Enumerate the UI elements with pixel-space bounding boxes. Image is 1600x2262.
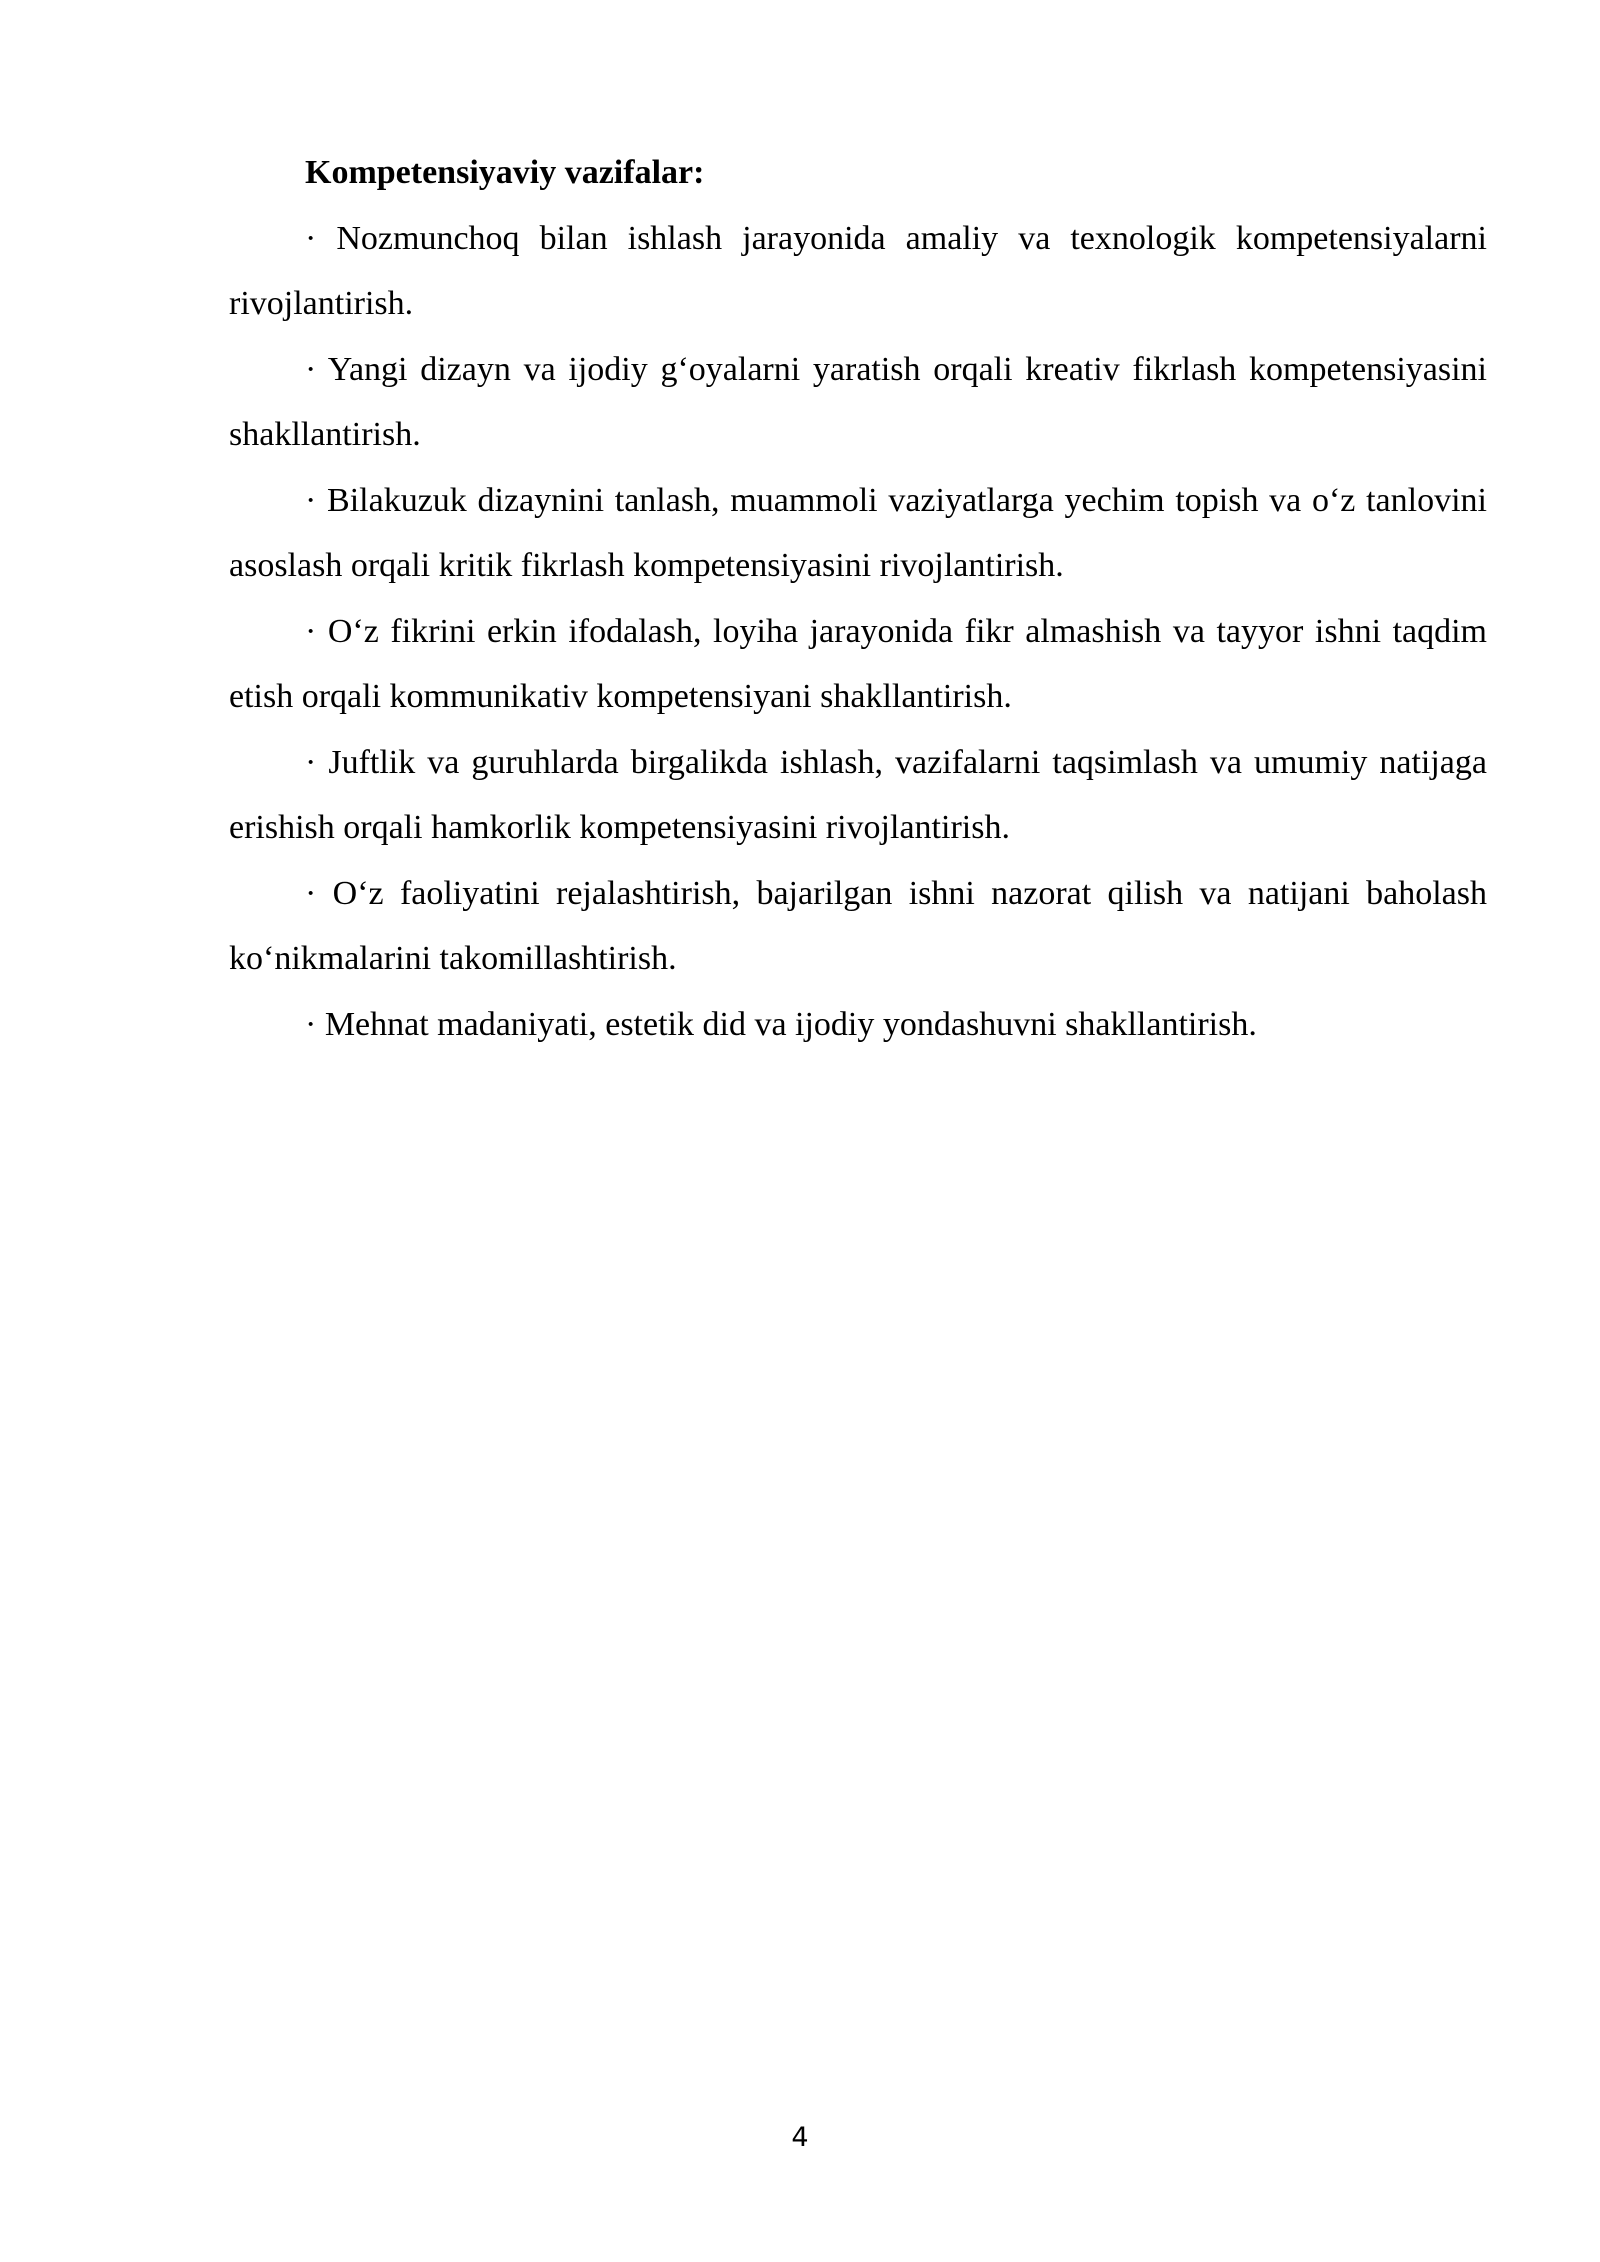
bullet-paragraph-5: · Juftlik va guruhlarda birgalikda ishlash, vazifalarni taqsimlash va umumiy natijaga erishish orqali hamkorlik kompetensiyasini rivojlantirish.	[229, 743, 1487, 846]
bullet-paragraph-6: · O‘z faoliyatini rejalashtirish, bajarilgan ishni nazorat qilish va natijani baholash ko‘nikmalarini takomillashtirish.	[229, 874, 1487, 977]
page-content	[229, 140, 1487, 1057]
bullet-paragraph-4: · O‘z fikrini erkin ifodalash, loyiha jarayonida fikr almashish va tayyor ishni taqdim etish orqali kommunikativ kompetensiyani shakllantirish.	[229, 612, 1487, 715]
page-number: 4	[791, 2122, 809, 2153]
bullet-paragraph-7: · Mehnat madaniyati, estetik did va ijodiy yondashuvni shakllantirish.	[305, 1005, 1257, 1043]
bullet-paragraph-3: · Bilakuzuk dizaynini tanlash, muammoli vaziyatlarga yechim topish va o‘z tanlovini asoslash orqali kritik fikrlash kompetensiyasini rivojlantirish.	[229, 481, 1487, 584]
bullet-paragraph-1: · Nozmunchoq bilan ishlash jarayonida amaliy va texnologik kompetensiyalarni rivojlantirish.	[229, 219, 1487, 322]
section-heading: Kompetensiyaviy vazifalar:	[305, 154, 705, 191]
bullet-paragraph-2: · Yangi dizayn va ijodiy g‘oyalarni yaratish orqali kreativ fikrlash kompetensiyasini shakllantirish.	[229, 350, 1487, 453]
